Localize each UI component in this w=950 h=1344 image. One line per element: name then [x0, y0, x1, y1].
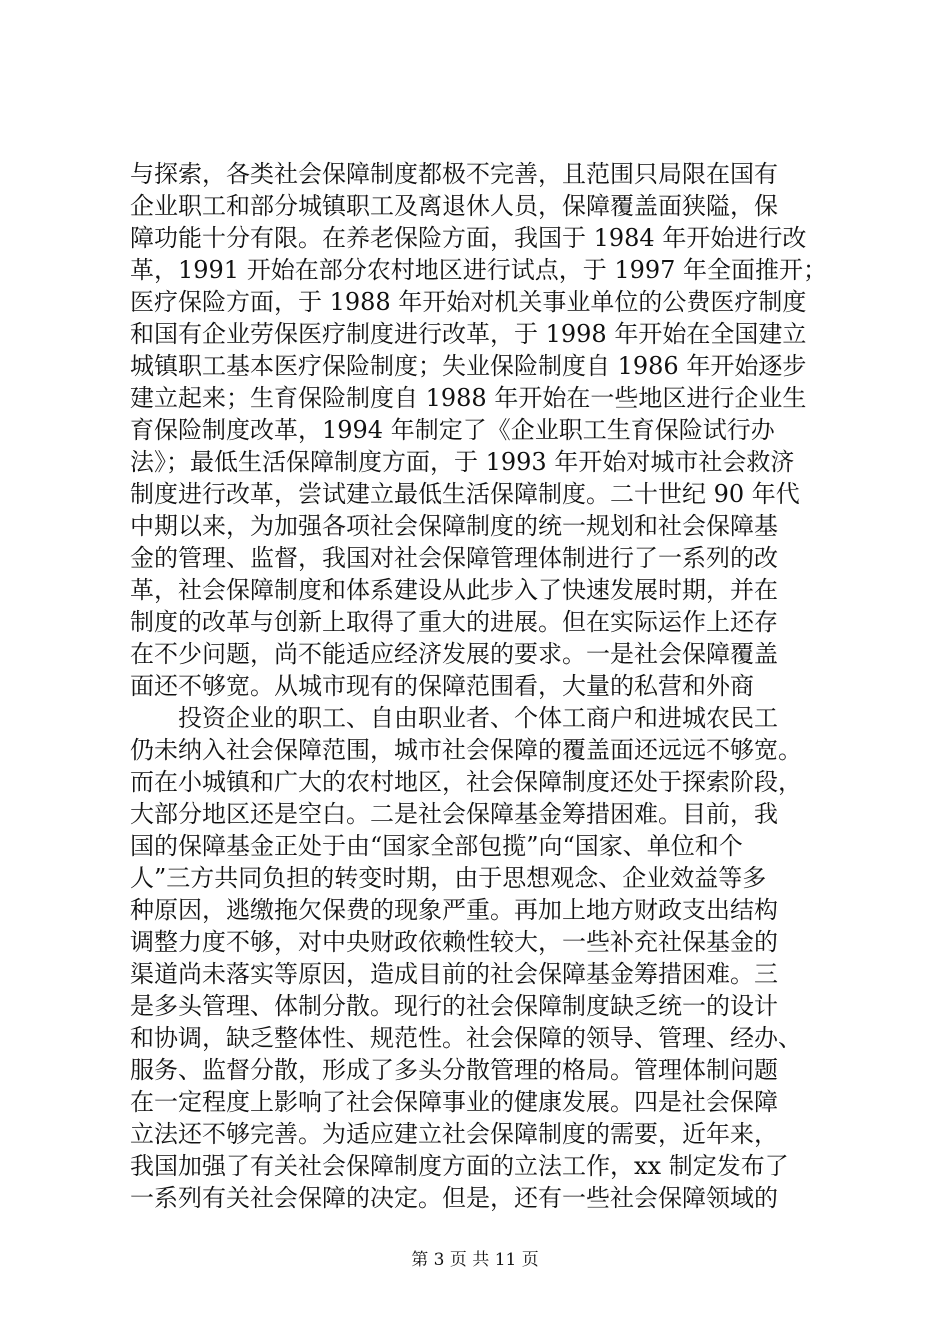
text-line: 革，社会保障制度和体系建设从此步入了快速发展时期，并在 — [130, 576, 778, 604]
text-line: 仍未纳入社会保障范围，城市社会保障的覆盖面还远远不够宽。 — [130, 736, 802, 764]
text-line: 中期以来，为加强各项社会保障制度的统一规划和社会保障基 — [130, 512, 778, 540]
text-line: 调整力度不够，对中央财政依赖性较大，一些补充社保基金的 — [130, 928, 778, 956]
text-line: 是多头管理、体制分散。现行的社会保障制度缺乏统一的设计 — [130, 992, 778, 1020]
text-line: 我国加强了有关社会保障制度方面的立法工作，xx 制定发布了 — [130, 1152, 789, 1180]
page-footer: 第 3 页 共 11 页 — [411, 1250, 539, 1270]
text-line: 金的管理、监督，我国对社会保障管理体制进行了一系列的改 — [130, 544, 778, 572]
text-line: 大部分地区还是空白。二是社会保障基金筹措困难。目前，我 — [130, 800, 778, 828]
text-line: 投资企业的职工、自由职业者、个体工商户和进城农民工 — [130, 704, 778, 732]
text-line: 与探索，各类社会保障制度都极不完善，且范围只局限在国有 — [130, 160, 778, 188]
text-line: 制度的改革与创新上取得了重大的进展。但在实际运作上还存 — [130, 608, 778, 636]
text-line: 服务、监督分散，形成了多头分散管理的格局。管理体制问题 — [130, 1056, 778, 1084]
body-text — [130, 158, 830, 1214]
text-line: 立法还不够完善。为适应建立社会保障制度的需要，近年来， — [130, 1120, 778, 1148]
text-line: 障功能十分有限。在养老保险方面，我国于 1984 年开始进行改 — [130, 224, 807, 252]
text-line: 国的保障基金正处于由“国家全部包揽”向“国家、单位和个 — [130, 832, 743, 860]
text-line: 育保险制度改革，1994 年制定了《企业职工生育保险试行办 — [130, 416, 775, 444]
text-line: 面还不够宽。从城市现有的保障范围看，大量的私营和外商 — [130, 672, 754, 700]
text-line: 而在小城镇和广大的农村地区，社会保障制度还处于探索阶段， — [130, 768, 802, 796]
text-line: 和国有企业劳保医疗制度进行改革，于 1998 年开始在全国建立 — [130, 320, 807, 348]
text-line: 在一定程度上影响了社会保障事业的健康发展。四是社会保障 — [130, 1088, 778, 1116]
text-line: 一系列有关社会保障的决定。但是，还有一些社会保障领域的 — [130, 1184, 778, 1212]
text-line: 种原因，逃缴拖欠保费的现象严重。再加上地方财政支出结构 — [130, 896, 778, 924]
text-line: 革，1991 开始在部分农村地区进行试点，于 1997 年全面推开； — [130, 256, 828, 284]
text-line: 医疗保险方面，于 1988 年开始对机关事业单位的公费医疗制度 — [130, 288, 807, 316]
text-line: 企业职工和部分城镇职工及离退休人员，保障覆盖面狭隘，保 — [130, 192, 778, 220]
text-line: 法》；最低生活保障制度方面，于 1993 年开始对城市社会救济 — [130, 448, 795, 476]
text-line: 在不少问题，尚不能适应经济发展的要求。一是社会保障覆盖 — [130, 640, 778, 668]
text-line: 和协调，缺乏整体性、规范性。社会保障的领导、管理、经办、 — [130, 1024, 802, 1052]
text-line: 建立起来；生育保险制度自 1988 年开始在一些地区进行企业生 — [130, 384, 807, 412]
text-line: 渠道尚未落实等原因，造成目前的社会保障基金筹措困难。三 — [130, 960, 778, 988]
text-line: 人”三方共同负担的转变时期，由于思想观念、企业效益等多 — [130, 864, 767, 892]
text-line: 制度进行改革，尝试建立最低生活保障制度。二十世纪 90 年代 — [130, 480, 800, 508]
text-line: 城镇职工基本医疗保险制度；失业保险制度自 1986 年开始逐步 — [130, 352, 807, 380]
